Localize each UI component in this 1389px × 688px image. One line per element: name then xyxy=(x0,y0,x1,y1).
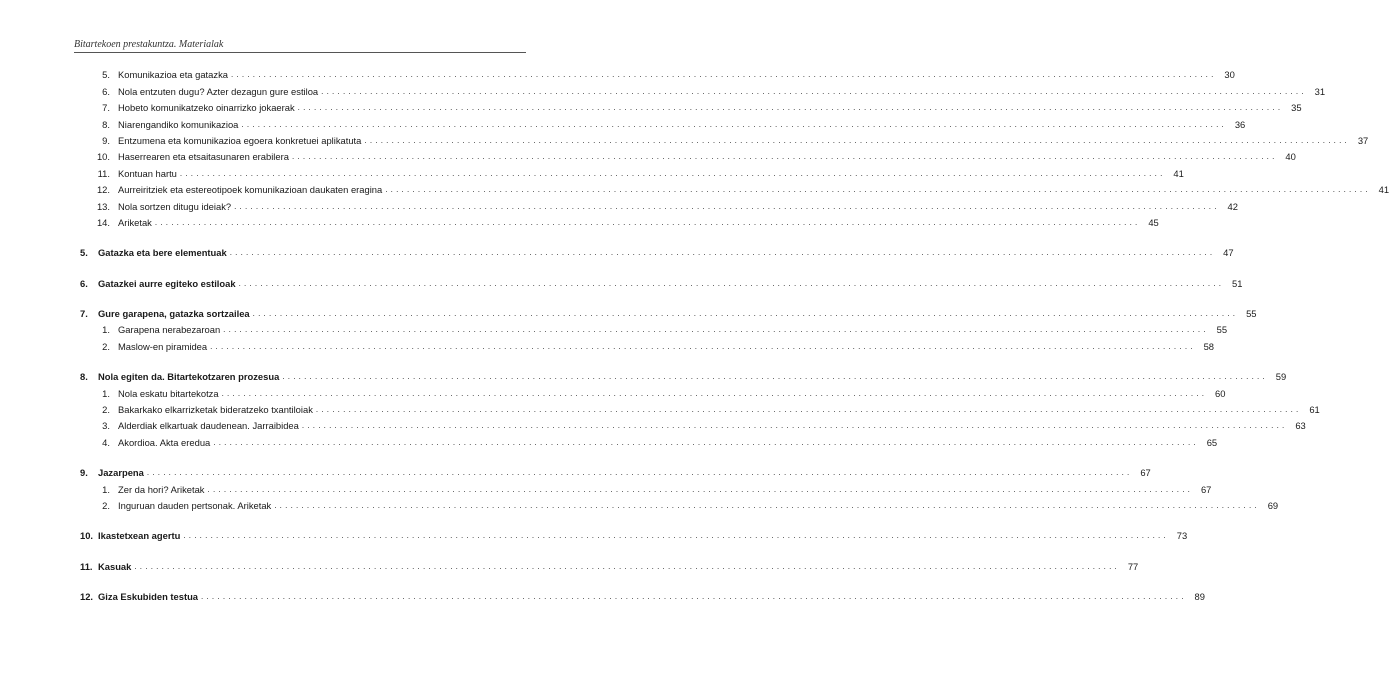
toc-chapter-row[interactable] xyxy=(80,243,1234,259)
toc-title: Inguruan dauden pertsonak. Ariketak xyxy=(118,499,272,511)
toc-number: 5. xyxy=(102,69,110,81)
toc-gap xyxy=(80,229,525,243)
toc-page-number: 77 xyxy=(1127,560,1139,572)
toc-dot-leader xyxy=(253,308,1236,320)
running-head: Bitartekoen prestakuntza. Materialak xyxy=(74,39,224,50)
toc-title: Jazarpena xyxy=(98,467,144,479)
table-of-contents xyxy=(80,65,1389,603)
toc-number: 8. xyxy=(102,118,110,130)
toc-number: 2. xyxy=(102,404,110,416)
toc-gap xyxy=(80,449,525,463)
toc-dot-leader xyxy=(223,324,1206,336)
toc-gap xyxy=(80,353,525,367)
toc-number: 12. xyxy=(80,591,94,603)
toc-dot-leader xyxy=(234,201,1217,213)
toc-page-number: 59 xyxy=(1275,371,1287,383)
toc-dot-leader xyxy=(274,500,1257,512)
toc-chapter-row[interactable] xyxy=(80,367,1287,383)
toc-dot-leader xyxy=(134,561,1117,573)
toc-page-number: 42 xyxy=(1227,200,1238,212)
toc-number: 2. xyxy=(102,499,110,511)
toc-number: 5. xyxy=(80,247,88,259)
toc-number: 9. xyxy=(80,467,88,479)
toc-title: Kasuak xyxy=(98,560,132,572)
toc-title: Aurreiritziek eta estereotipoek komunikazioan daukaten eragina xyxy=(118,184,383,196)
toc-dot-leader xyxy=(239,278,1222,290)
toc-number: 3. xyxy=(102,420,110,432)
toc-number: 1. xyxy=(102,324,110,336)
toc-chapter-row[interactable] xyxy=(80,556,1139,572)
toc-number: 12. xyxy=(96,184,110,196)
toc-number: 11. xyxy=(80,560,93,572)
toc-dot-leader xyxy=(155,217,1138,229)
toc-dot-leader xyxy=(213,437,1196,449)
toc-number: 2. xyxy=(102,340,110,352)
toc-dot-leader xyxy=(316,404,1299,416)
toc-title: Kontuan hartu xyxy=(118,167,177,179)
toc-title: Garapena nerabezaroan xyxy=(118,324,221,336)
toc-dot-leader xyxy=(298,102,1281,114)
toc-chapter-row[interactable] xyxy=(80,463,1151,479)
toc-chapter-row[interactable] xyxy=(80,273,1243,289)
toc-section-row[interactable] xyxy=(80,65,1235,81)
toc-section-row[interactable] xyxy=(80,320,1228,336)
toc-section-row[interactable] xyxy=(80,479,1212,495)
toc-section-row[interactable] xyxy=(80,496,1279,512)
toc-gap xyxy=(80,259,525,273)
toc-page-number: 30 xyxy=(1224,69,1235,81)
toc-dot-leader xyxy=(282,371,1265,383)
toc-title: Niarengandiko komunikazioa xyxy=(118,118,239,130)
toc-section-row[interactable] xyxy=(80,147,1296,163)
toc-page-number: 89 xyxy=(1194,591,1205,603)
toc-number: 14. xyxy=(96,216,110,228)
toc-dot-leader xyxy=(222,388,1205,400)
toc-title: Komunikazioa eta gatazka xyxy=(118,69,228,81)
toc-dot-leader xyxy=(364,135,1347,147)
toc-page-number: 51 xyxy=(1232,277,1243,289)
toc-section-row[interactable] xyxy=(80,196,1238,212)
toc-title: Maslow-en piramidea xyxy=(118,340,208,352)
toc-page-number: 47 xyxy=(1223,247,1234,259)
toc-dot-leader xyxy=(302,420,1285,432)
toc-section-row[interactable] xyxy=(80,432,1218,448)
toc-gap xyxy=(80,542,525,556)
toc-title: Alderdiak elkartuak daudenean. Jarraibidea xyxy=(118,420,299,432)
toc-title: Gatazkei aurre egiteko estiloak xyxy=(98,277,236,289)
toc-page-number: 45 xyxy=(1148,216,1159,228)
toc-dot-leader xyxy=(230,247,1213,259)
toc-section-row[interactable] xyxy=(80,163,1184,179)
toc-title: Giza Eskubiden testua xyxy=(98,591,199,603)
toc-section-row[interactable] xyxy=(80,336,1214,352)
toc-section-row[interactable] xyxy=(80,81,1326,97)
toc-number: 1. xyxy=(102,483,110,495)
toc-page-number: 41 xyxy=(1378,184,1389,196)
toc-page-number: 73 xyxy=(1176,530,1188,542)
toc-title: Nola egiten da. Bitartekotzaren prozesua xyxy=(98,371,280,383)
toc-section-row[interactable] xyxy=(80,416,1306,432)
toc-page-number: 65 xyxy=(1206,436,1218,448)
toc-title: Gure garapena, gatazka sortzailea xyxy=(98,308,250,320)
toc-page-number: 67 xyxy=(1200,483,1212,495)
toc-page-number: 35 xyxy=(1291,102,1302,114)
toc-chapter-row[interactable] xyxy=(80,526,1188,542)
toc-page-number: 69 xyxy=(1267,499,1279,511)
toc-number: 1. xyxy=(102,387,110,399)
toc-gap xyxy=(80,290,525,304)
toc-page-number: 61 xyxy=(1309,404,1320,416)
toc-page-number: 37 xyxy=(1357,134,1369,146)
toc-page-number: 40 xyxy=(1285,151,1296,163)
toc-title: Nola sortzen ditugu ideiak? xyxy=(118,200,232,212)
toc-dot-leader xyxy=(231,69,1214,81)
toc-title: Akordioa. Akta eredua xyxy=(118,436,211,448)
toc-title: Haserrearen eta etsaitasunaren erabilera xyxy=(118,151,289,163)
toc-title: Zer da hori? Ariketak xyxy=(118,483,205,495)
toc-title: Nola entzuten dugu? Azter dezagun gure estiloa xyxy=(118,85,319,97)
toc-title: Gatazka eta bere elementuak xyxy=(98,247,227,259)
toc-title: Entzumena eta komunikazioa egoera konkretuei aplikatuta xyxy=(118,134,362,146)
toc-dot-leader xyxy=(321,86,1304,98)
toc-section-row[interactable] xyxy=(80,213,1159,229)
toc-chapter-row[interactable] xyxy=(80,304,1257,320)
toc-page-number: 36 xyxy=(1234,118,1246,130)
header-rule xyxy=(74,52,526,53)
toc-page-number: 67 xyxy=(1140,467,1151,479)
toc-title: Ariketak xyxy=(118,216,152,228)
toc-number: 10. xyxy=(80,530,94,542)
toc-chapter-row[interactable] xyxy=(80,587,1205,603)
toc-number: 6. xyxy=(80,277,88,289)
toc-dot-leader xyxy=(241,119,1224,131)
toc-gap xyxy=(80,512,525,526)
toc-number: 6. xyxy=(102,85,110,97)
toc-section-row[interactable] xyxy=(80,400,1320,416)
toc-dot-leader xyxy=(292,151,1275,163)
toc-number: 7. xyxy=(102,102,110,114)
toc-page-number: 58 xyxy=(1203,340,1214,352)
toc-number: 9. xyxy=(102,134,110,146)
toc-title: Nola eskatu bitartekotza xyxy=(118,387,219,399)
toc-number: 10. xyxy=(96,151,110,163)
toc-dot-leader xyxy=(385,184,1368,196)
toc-number: 11. xyxy=(97,167,110,179)
toc-page-number: 55 xyxy=(1216,324,1228,336)
toc-number: 8. xyxy=(80,371,88,383)
toc-section-row[interactable] xyxy=(80,114,1246,130)
toc-dot-leader xyxy=(147,467,1130,479)
toc-dot-leader xyxy=(201,591,1184,603)
toc-section-row[interactable] xyxy=(80,180,1389,196)
toc-section-row[interactable] xyxy=(80,383,1226,399)
toc-section-row[interactable] xyxy=(80,98,1302,114)
toc-title: Hobeto komunikatzeko oinarrizko jokaerak xyxy=(118,102,295,114)
toc-page-number: 55 xyxy=(1246,308,1257,320)
toc-page-number: 60 xyxy=(1215,387,1226,399)
toc-page-number: 63 xyxy=(1295,420,1306,432)
toc-dot-leader xyxy=(183,530,1166,542)
toc-page-number: 41 xyxy=(1173,167,1184,179)
toc-number: 4. xyxy=(102,436,110,448)
toc-dot-leader xyxy=(210,341,1193,353)
toc-page-number: 31 xyxy=(1314,85,1326,97)
toc-number: 7. xyxy=(80,308,88,320)
toc-gap xyxy=(80,573,525,587)
toc-dot-leader xyxy=(208,484,1191,496)
toc-dot-leader xyxy=(180,168,1163,180)
toc-title: Bakarkako elkarrizketak bideratzeko txantiloiak xyxy=(118,404,313,416)
toc-section-row[interactable] xyxy=(80,131,1369,147)
toc-title: Ikastetxean agertu xyxy=(98,530,181,542)
toc-number: 13. xyxy=(96,200,110,212)
